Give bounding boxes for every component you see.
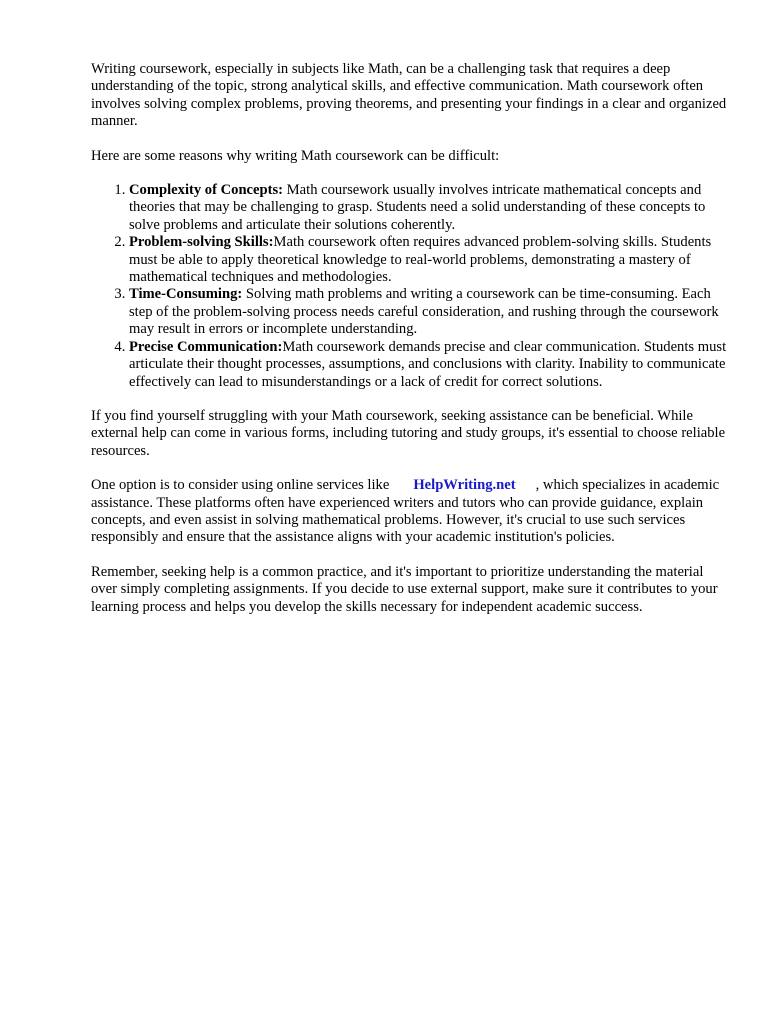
- reasons-lead-paragraph: Here are some reasons why writing Math coursework can be difficult:: [91, 147, 500, 164]
- option-paragraph: [91, 477, 731, 547]
- list-item-problem-solving: [129, 234, 731, 286]
- list-item-text: Math coursework demands precise and clear communication. Students must articulate their thought processes, assumptions, and conclusions with clarity. Inability to communicate effectively can lead to misunderstandings or a lack of credit for correct solutions.: [129, 338, 727, 390]
- list-item-term: Problem-solving Skills:: [129, 234, 274, 251]
- helpwriting-link[interactable]: HelpWriting.net: [413, 477, 516, 494]
- list-item-precise-communication: [129, 339, 731, 391]
- list-item-complexity: [129, 182, 731, 234]
- document-page: [91, 61, 731, 633]
- list-item-term: Time-Consuming:: [129, 286, 243, 303]
- closing-paragraph: Remember, seeking help is a common practice, and it's important to prioritize understanding the material over simply completing assignments. If you decide to use external support, make sure it contributes to your learning process and helps you develop the skills necessary for independent academic success.: [91, 563, 718, 615]
- list-item-text: Solving math problems and writing a coursework can be time-consuming. Each step of the problem-solving process needs careful consideration, and rushing through the coursework may result in errors or incomplete understanding.: [129, 286, 719, 338]
- reasons-list: [91, 182, 731, 391]
- list-item-term: Precise Communication:: [129, 338, 283, 355]
- list-item-term: Complexity of Concepts:: [129, 182, 284, 199]
- intro-paragraph: Writing coursework, especially in subjects like Math, can be a challenging task that requires a deep understanding of the topic, strong analytical skills, and effective communication. Math coursework often involves solving complex problems, proving theorems, and presenting your findings in a clear and organized manner.: [91, 61, 727, 130]
- option-text-after: , which specializes in academic assistance. These platforms often have experienced writers and tutors who can provide guidance, explain concepts, and even assist in solving mathematical problems. However, it's crucial to use such services responsibly and ensure that the assistance aligns with your academic institution's policies.: [91, 477, 720, 546]
- list-item-text: Math coursework usually involves intricate mathematical concepts and theories that may be challenging to grasp. Students need a solid understanding of these concepts to solve problems and articulate their solutions coherently.: [129, 182, 706, 233]
- struggling-paragraph: If you find yourself struggling with your Math coursework, seeking assistance can be beneficial. While external help can come in various forms, including tutoring and study groups, it's essential to choose reliable resources.: [91, 407, 726, 459]
- list-item-time-consuming: [129, 286, 731, 338]
- list-item-text: Math coursework often requires advanced problem-solving skills. Students must be able to apply theoretical knowledge to real-world problems, demonstrating a mastery of mathematical techniques and methodologies.: [129, 234, 712, 286]
- option-text-before: One option is to consider using online services like: [91, 477, 390, 494]
